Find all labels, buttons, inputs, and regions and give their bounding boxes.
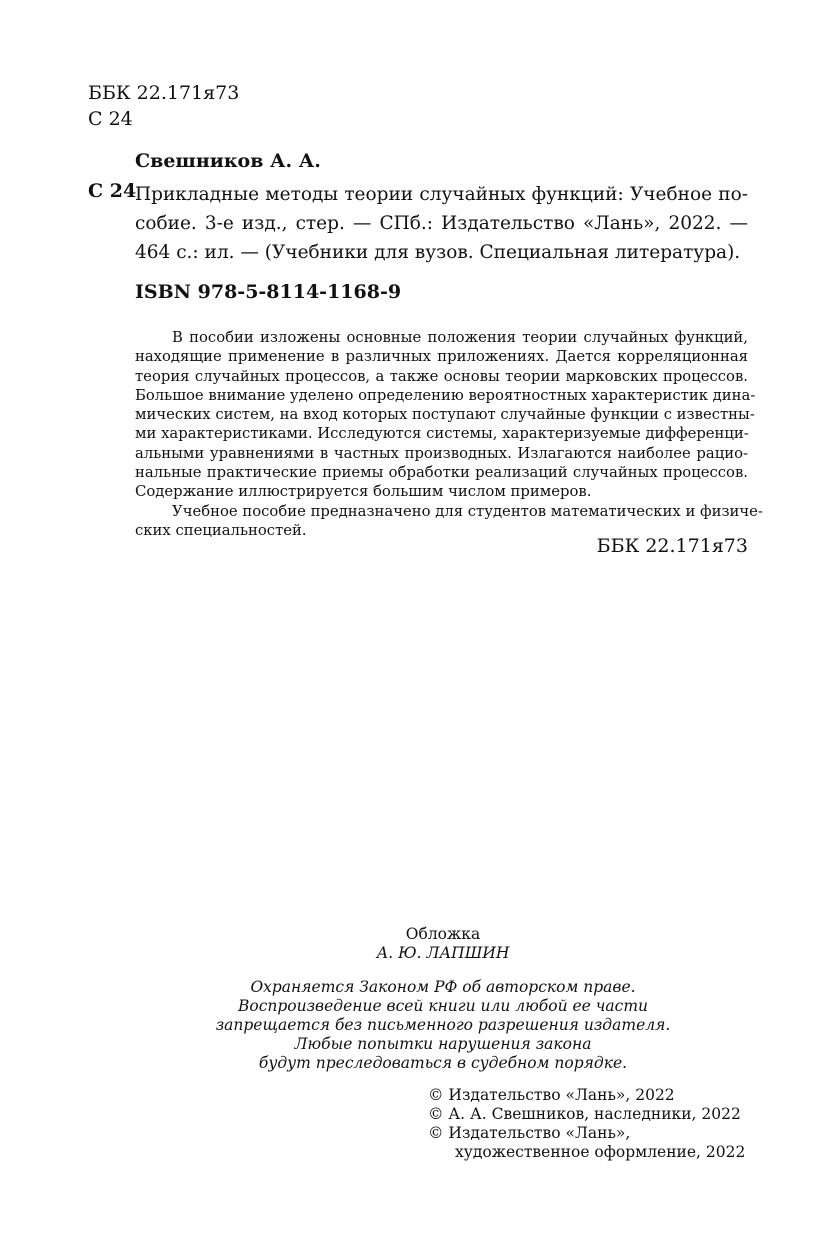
cover-credit	[0, 925, 826, 963]
copyright-line: Воспроизведение всей книги или любой ее части	[237, 997, 649, 1015]
description-line: Прикладные методы теории случайных функций: Учебное по-	[135, 184, 748, 205]
copyright-line: Охраняется Законом РФ об авторском праве.	[250, 978, 636, 996]
rights-line: © Издательство «Лань»,	[428, 1124, 631, 1142]
rights-line: © А. А. Свешников, наследники, 2022	[428, 1105, 741, 1123]
abstract-line: находящие применение в различных приложениях. Дается корреляционная	[135, 348, 748, 366]
author-sign-code: С 24	[88, 180, 137, 202]
bbk-code: ББК 22.171я73	[88, 82, 240, 104]
abstract-line: Учебное пособие предназначено для студентов математических и физиче-	[172, 502, 763, 520]
bibliographic-description	[135, 180, 748, 267]
cover-designer: А. Ю. ЛАПШИН	[376, 944, 510, 962]
abstract-line: нальные практические приемы обработки реализаций случайных процессов.	[135, 464, 748, 482]
author-name: Свешников А. А.	[135, 150, 321, 172]
abstract-line: альными уравнениями в частных производных. Излагаются наиболее рацио-	[135, 444, 748, 462]
rights-line: художественное оформление, 2022	[455, 1143, 746, 1161]
rights-line: © Издательство «Лань», 2022	[428, 1086, 675, 1104]
rights-block	[428, 1086, 745, 1162]
author-sign: С 24	[88, 108, 133, 130]
description-line: 464 с.: ил. — (Учебники для вузов. Специальная литература).	[135, 242, 741, 263]
copyright-notice	[0, 978, 826, 1073]
description-line: собие. 3-е изд., стер. — СПб.: Издательство «Лань», 2022. —	[135, 213, 748, 234]
abstract-line: мических систем, на вход которых поступают случайные функции с известны-	[135, 406, 755, 424]
copyright-line: запрещается без письменного разрешения издателя.	[215, 1016, 671, 1034]
abstract-line: Содержание иллюстрируется большим числом примеров.	[135, 483, 592, 501]
copyright-line: будут преследоваться в судебном порядке.	[258, 1054, 628, 1072]
bbk-footer-code: ББК 22.171я73	[596, 535, 748, 557]
cover-label: Обложка	[405, 925, 481, 943]
abstract-line: теория случайных процессов, а также основы теории марковских процессов.	[135, 367, 748, 385]
abstract-line: ских специальностей.	[135, 521, 307, 539]
abstract-line: Большое внимание уделено определению вероятностных характеристик дина-	[135, 386, 756, 404]
copyright-line: Любые попытки нарушения закона	[294, 1035, 592, 1053]
abstract-line: ми характеристиками. Исследуются системы, характеризуемые дифференци-	[135, 425, 749, 443]
isbn: ISBN 978-5-8114-1168-9	[135, 281, 402, 303]
abstract	[135, 328, 763, 540]
bbk-header	[88, 80, 239, 132]
abstract-line: В пособии изложены основные положения теории случайных функций,	[172, 329, 748, 346]
